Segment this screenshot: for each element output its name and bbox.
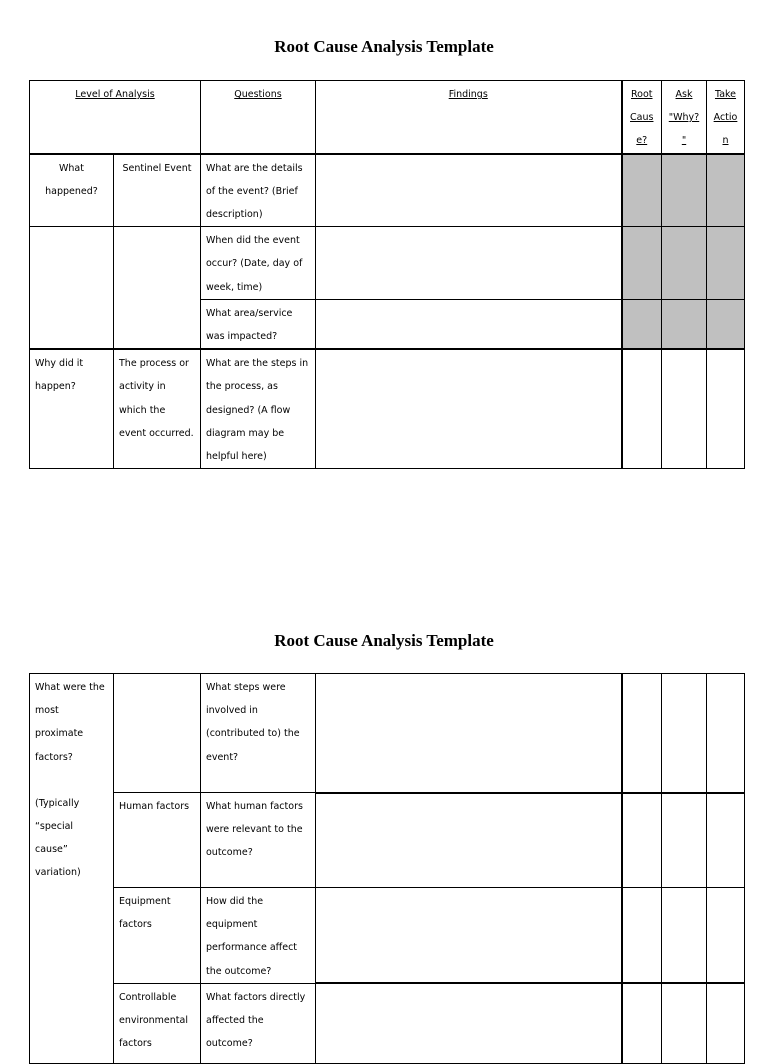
findings-cell[interactable] — [316, 793, 622, 888]
question-cell: How did the equipment performance affect the outcome? — [201, 888, 316, 984]
take-action-cell[interactable] — [707, 349, 745, 469]
level-a-note: (Typically “special cause” variation) — [35, 797, 81, 879]
findings-cell[interactable] — [316, 227, 622, 300]
findings-cell[interactable] — [316, 349, 622, 469]
take-action-cell — [707, 154, 745, 227]
root-cause-cell[interactable] — [622, 674, 662, 793]
header-root-cause: Root Caus e? — [622, 81, 662, 154]
take-action-cell — [707, 299, 745, 349]
ask-why-cell — [662, 154, 707, 227]
findings-cell[interactable] — [316, 674, 622, 793]
root-cause-cell[interactable] — [622, 349, 662, 469]
findings-cell[interactable] — [316, 154, 622, 227]
table-row — [30, 349, 745, 469]
level-b-cell — [114, 674, 201, 793]
ask-why-cell — [662, 299, 707, 349]
ask-why-cell[interactable] — [662, 888, 707, 984]
table-row — [30, 983, 745, 1063]
page-title-1: Root Cause Analysis Template — [274, 37, 494, 56]
findings-cell[interactable] — [316, 888, 622, 984]
level-b-cell: Sentinel Event — [114, 154, 201, 227]
take-action-cell[interactable] — [707, 674, 745, 793]
level-b-cell — [114, 227, 201, 350]
header-level-of-analysis: Level of Analysis — [30, 81, 201, 154]
question-cell: When did the event occur? (Date, day of week, time) — [201, 227, 316, 300]
take-action-cell[interactable] — [707, 888, 745, 984]
findings-cell[interactable] — [316, 299, 622, 349]
level-a-cell: What happened? — [30, 154, 114, 227]
root-cause-cell[interactable] — [622, 793, 662, 888]
level-a-cell — [30, 227, 114, 350]
table-row — [30, 793, 745, 888]
level-a-cell: Why did it happen? — [30, 349, 114, 469]
ask-why-cell[interactable] — [662, 983, 707, 1063]
spacer — [35, 769, 108, 792]
header-ask-why: Ask "Why? " — [662, 81, 707, 154]
question-cell: What are the details of the event? (Brief description) — [201, 154, 316, 227]
table-row — [30, 227, 745, 300]
level-b-cell: Controllable environmental factors — [114, 983, 201, 1063]
question-cell: What factors directly affected the outcome? — [201, 983, 316, 1063]
header-row — [30, 81, 745, 154]
ask-why-cell[interactable] — [662, 674, 707, 793]
level-a-cell — [30, 674, 114, 1064]
root-cause-cell[interactable] — [622, 983, 662, 1063]
question-cell: What area/service was impacted? — [201, 299, 316, 349]
take-action-cell — [707, 227, 745, 300]
ask-why-cell — [662, 227, 707, 300]
ask-why-cell[interactable] — [662, 793, 707, 888]
rca-table-2 — [29, 673, 745, 1064]
level-b-cell: Equipment factors — [114, 888, 201, 984]
table-row — [30, 888, 745, 984]
root-cause-cell[interactable] — [622, 888, 662, 984]
header-take-action: Take Actio n — [707, 81, 745, 154]
take-action-cell[interactable] — [707, 793, 745, 888]
page-title-2: Root Cause Analysis Template — [274, 631, 494, 650]
table-row — [30, 674, 745, 793]
rca-table-1 — [29, 80, 745, 469]
ask-why-cell[interactable] — [662, 349, 707, 469]
take-action-cell[interactable] — [707, 983, 745, 1063]
header-questions: Questions — [201, 81, 316, 154]
table-row — [30, 154, 745, 227]
question-cell: What are the steps in the process, as designed? (A flow diagram may be helpful here) — [201, 349, 316, 469]
findings-cell[interactable] — [316, 983, 622, 1063]
question-cell: What steps were involved in (contributed to) the event? — [201, 674, 316, 793]
root-cause-cell — [622, 154, 662, 227]
level-b-cell: Human factors — [114, 793, 201, 888]
question-cell: What human factors were relevant to the outcome? — [201, 793, 316, 888]
header-findings: Findings — [316, 81, 622, 154]
root-cause-cell — [622, 227, 662, 300]
level-a-text: What were the most proximate factors? — [35, 682, 105, 763]
root-cause-cell — [622, 299, 662, 349]
level-b-cell: The process or activity in which the event occurred. — [114, 349, 201, 469]
